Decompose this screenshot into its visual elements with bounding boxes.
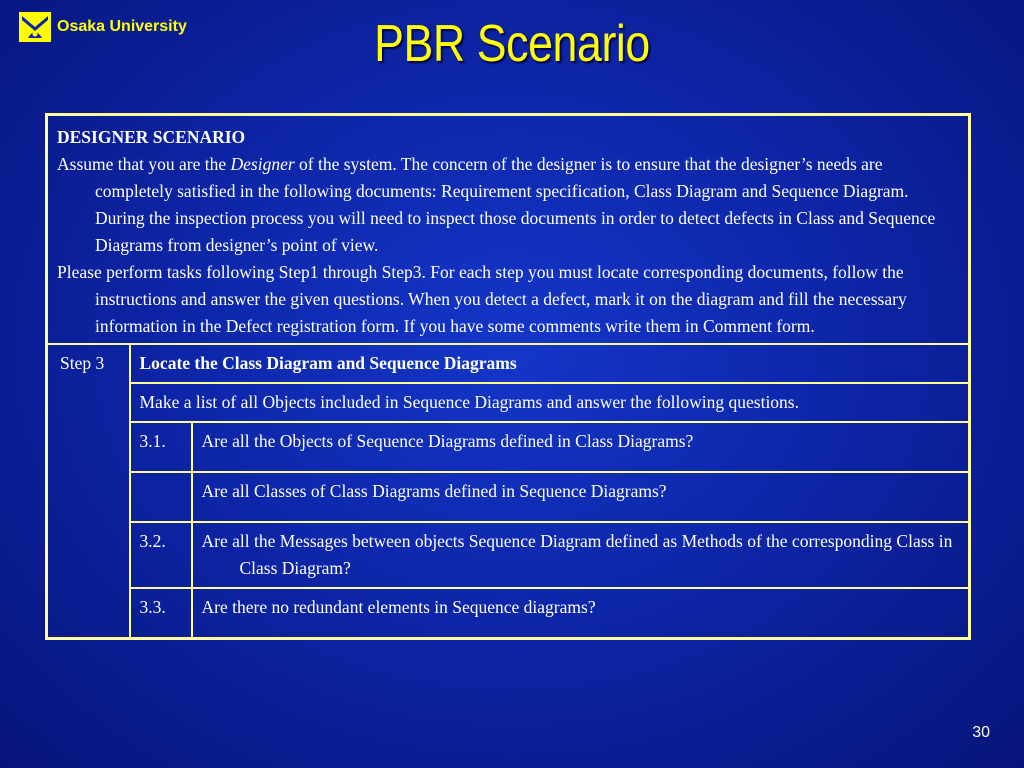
- step-instruction-cell: [130, 383, 970, 422]
- para1-before: Assume that you are the: [57, 154, 231, 174]
- para1-italic: Designer: [230, 154, 295, 174]
- logo-text: Osaka University: [57, 18, 187, 35]
- question-text: Are there no redundant elements in Sequence diagrams?: [192, 588, 970, 638]
- question-text-cell: [192, 522, 970, 588]
- scenario-table: [45, 113, 971, 640]
- step-instruction-row: [47, 383, 970, 422]
- question-row: [47, 472, 970, 522]
- question-number: 3.1.: [130, 422, 192, 472]
- question-number: 3.2.: [130, 522, 192, 588]
- step-heading-row: [47, 344, 970, 383]
- question-row: [47, 422, 970, 472]
- page-number: 30: [972, 724, 990, 741]
- osaka-university-emblem-icon: [19, 12, 51, 42]
- question-text: Are all Classes of Class Diagrams defined in Sequence Diagrams?: [192, 472, 970, 522]
- step-heading: Locate the Class Diagram and Sequence Diagrams: [130, 344, 970, 383]
- scenario-cell: [47, 115, 970, 345]
- question-row: [47, 588, 970, 638]
- question-number: 3.3.: [130, 588, 192, 638]
- question-number: [130, 472, 192, 522]
- scenario-paragraph-1: [57, 151, 960, 259]
- question-text: Are all the Messages between objects Sequence Diagram defined as Methods of the corresponding Class in Class Diagram?: [201, 531, 953, 578]
- step-instruction: Make a list of all Objects included in Sequence Diagrams and answer the following questions.: [139, 392, 799, 412]
- scenario-row: [47, 115, 970, 345]
- scenario-heading: DESIGNER SCENARIO: [57, 127, 246, 147]
- page-title: PBR Scenario: [374, 15, 650, 73]
- question-text: Are all the Objects of Sequence Diagrams defined in Class Diagrams?: [192, 422, 970, 472]
- scenario-paragraph-2: Please perform tasks following Step1 through Step3. For each step you must locate corresponding documents, follow the instructions and answer the given questions. When you detect a defect, mark it on the diagram and fill the necessary information in the Defect registration form. If you have some comments write them in Comment form.: [57, 262, 907, 336]
- step-label: Step 3: [47, 344, 130, 638]
- question-row: [47, 522, 970, 588]
- para1-after: of the system. The concern of the designer is to ensure that the designer’s needs are completely satisfied in the following documents: Requirement specification, Class Diagram and Sequence Diagram. During the inspection process you will need to inspect those documents in order to detect defects in Class and Sequence Diagrams from designer’s point of view.: [95, 154, 936, 255]
